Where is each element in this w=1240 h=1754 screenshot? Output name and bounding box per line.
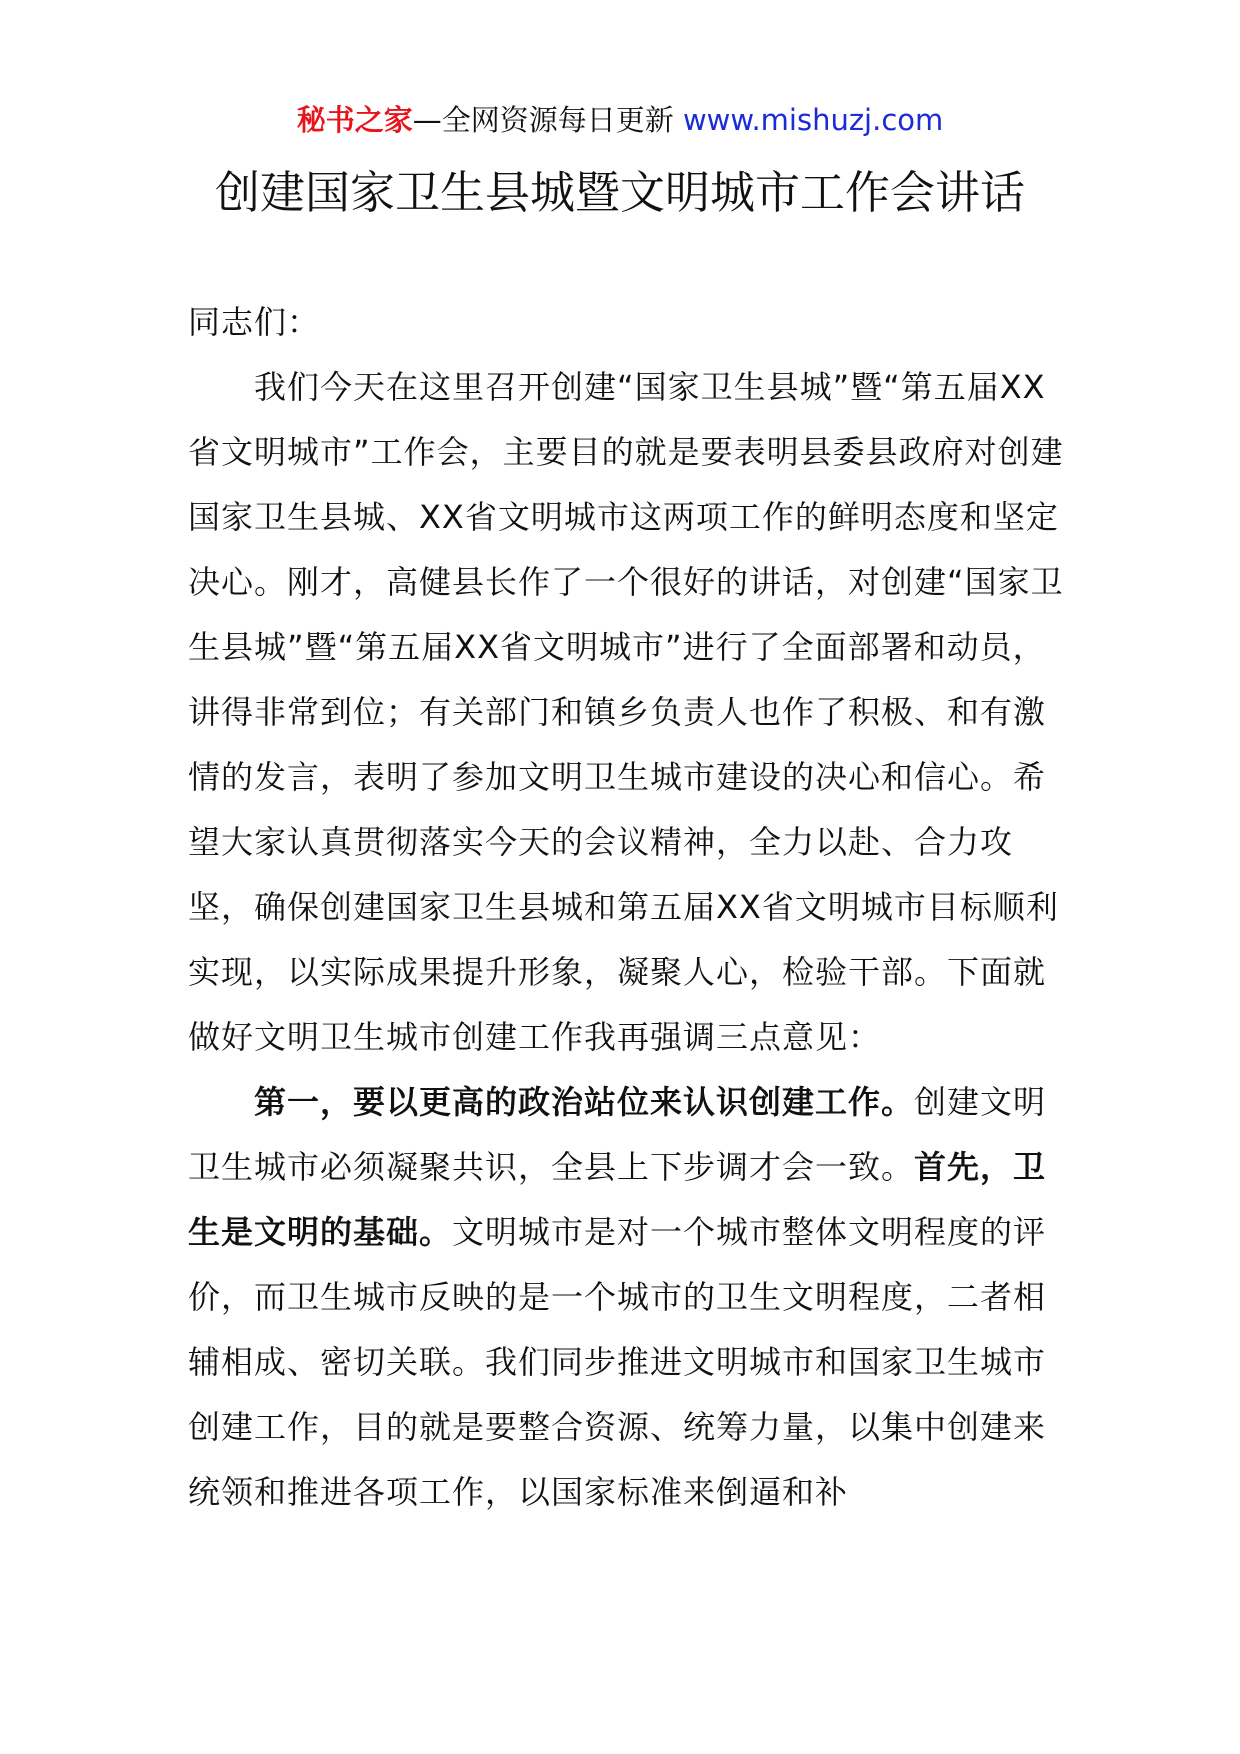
- point-text-continued: 文明城市是对一个城市整体文明程度的评价，而卫生城市反映的是一个城市的卫生文明程度，二者相辅相成、密切关联。我们同步推进文明城市和国家卫生城市创建工作，目的就是要整合资源、统筹力量，以集中创建来统领和推进各项工作，以国家标准来倒逼和补: [188, 1213, 1047, 1511]
- document-body: [188, 290, 1068, 1525]
- point-heading: 第一，要以更高的政治站位来认识创建工作。: [254, 1083, 915, 1121]
- site-header: [0, 100, 1240, 140]
- site-brand: 秘书之家: [296, 103, 413, 137]
- paragraph-first-point: [188, 1070, 1068, 1525]
- site-url-link[interactable]: www.mishuzj.com: [682, 103, 944, 137]
- salutation: 同志们：: [188, 303, 321, 341]
- site-tagline: —全网资源每日更新: [412, 103, 683, 137]
- point-text: 创建文明卫生城市必须凝聚共识，全县上下步调才会一致。: [188, 1083, 1047, 1186]
- paragraph-intro: 我们今天在这里召开创建“国家卫生县城”暨“第五届XX省文明城市”工作会，主要目的就是要表明县委县政府对创建国家卫生县城、XX省文明城市这两项工作的鲜明态度和坚定决心。刚才，高健县长作了一个很好的讲话，对创建“国家卫生县城”暨“第五届XX省文明城市”进行了全面部署和动员，讲得非常到位；有关部门和镇乡负责人也作了积极、和有激情的发言，表明了参加文明卫生城市建设的决心和信心。希望大家认真贯彻落实今天的会议精神，全力以赴、合力攻坚，确保创建国家卫生县城和第五届XX省文明城市目标顺利实现，以实际成果提升形象，凝聚人心，检验干部。下面就做好文明卫生城市创建工作我再强调三点意见：: [188, 368, 1064, 1056]
- point-subheading: 首先，卫生是文明的基础。: [188, 1148, 1047, 1251]
- document-title: 创建国家卫生县城暨文明城市工作会讲话: [214, 166, 1025, 219]
